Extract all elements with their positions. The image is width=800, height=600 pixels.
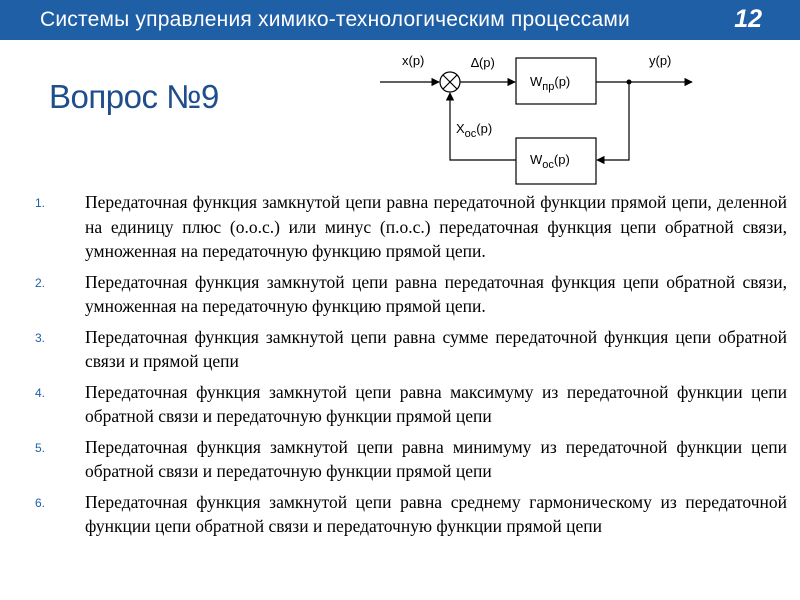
slide-header	[0, 0, 800, 40]
course-title: Системы управления химико-технологическим процессами	[40, 8, 630, 31]
error-label: ∆(p)	[471, 55, 495, 70]
answer-list	[32, 190, 787, 545]
answer-item-3[interactable]	[32, 325, 787, 374]
answer-number: 6.	[35, 495, 46, 510]
question-title: Вопрос №9	[49, 78, 219, 115]
answer-text: Передаточная функция замкнутой цепи равна максимуму из передаточной функции цепи обратной связи и передаточную функции прямой цепи	[85, 381, 787, 426]
feedback-block-main: W	[530, 152, 543, 167]
output-label: y(p)	[649, 53, 672, 68]
answer-number: 1.	[35, 196, 46, 210]
forward-block-sub: пр	[542, 81, 555, 93]
answer-item-1[interactable]	[32, 190, 787, 264]
forward-block-tail: (p)	[554, 74, 571, 89]
answer-number: 5.	[35, 440, 46, 455]
answer-item-2[interactable]	[32, 270, 787, 319]
feedback-path-right	[597, 82, 629, 160]
answer-number: 2.	[35, 275, 46, 290]
answer-text: Передаточная функция замкнутой цепи равна сумме передаточной функция цепи обратной связи и прямой цепи	[85, 326, 787, 371]
feedback-block-tail: (p)	[553, 152, 570, 167]
answer-item-4[interactable]	[32, 380, 787, 429]
feedback-block-sub: ос	[542, 159, 554, 171]
input-label: x(p)	[402, 53, 425, 68]
answer-item-6[interactable]	[32, 490, 787, 539]
answer-text: Передаточная функция замкнутой цепи равна передаточная функция цепи обратной связи, умноженная на передаточную функцию прямой цепи.	[85, 271, 787, 316]
forward-block-main: W	[530, 74, 543, 89]
answer-item-5[interactable]	[32, 435, 787, 484]
answer-text: Передаточная функция замкнутой цепи равна передаточной функции прямой цепи, деленной на единицу плюс (о.о.с.) или минус (п.о.с.) передаточная функция цепи обратной связи, умноженная на передаточную функцию прямой цепи.	[85, 192, 787, 261]
answer-text: Передаточная функция замкнутой цепи равна среднему гармоническому из передаточной функции цепи обратной связи и передаточную функции прямой цепи	[85, 491, 787, 536]
feedback-label: $X_{ос}(p)$	[456, 121, 493, 140]
block-diagram	[370, 46, 700, 188]
slide-number: 12	[734, 5, 762, 33]
answer-number: 4.	[35, 385, 46, 400]
answer-text: Передаточная функция замкнутой цепи равна минимуму из передаточной функции цепи обратной связи и передаточную функции прямой цепи	[85, 436, 787, 481]
answer-number: 3.	[35, 330, 46, 345]
